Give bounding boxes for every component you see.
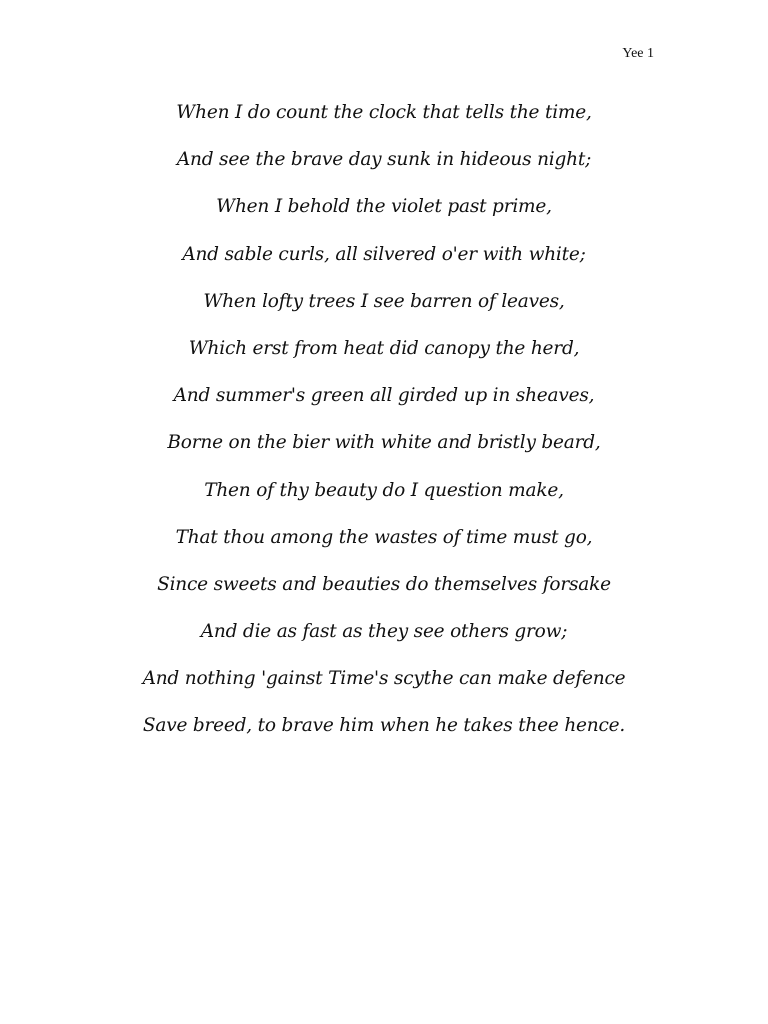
running-head-page-number: Yee 1 bbox=[622, 46, 654, 61]
poem-line: And nothing 'gainst Time's scythe can make defence bbox=[142, 668, 626, 690]
poem-line: And sable curls, all silvered o'er with white; bbox=[182, 243, 586, 265]
poem-line: Borne on the bier with white and bristly beard, bbox=[167, 432, 601, 454]
poem-line: When I behold the violet past prime, bbox=[216, 196, 552, 218]
poem-line: And die as fast as they see others grow; bbox=[200, 621, 568, 643]
poem-line: When lofty trees I see barren of leaves, bbox=[203, 290, 565, 312]
poem-line: Which erst from heat did canopy the herd, bbox=[188, 337, 580, 359]
poem-line: Save breed, to brave him when he takes thee hence. bbox=[142, 715, 626, 737]
poem-line: Then of thy beauty do I question make, bbox=[204, 479, 564, 501]
poem-line: And see the brave day sunk in hideous night; bbox=[176, 149, 592, 171]
poem-line: And summer's green all girded up in sheaves, bbox=[173, 385, 595, 407]
poem-line: When I do count the clock that tells the time, bbox=[176, 102, 592, 123]
poem-line: That thou among the wastes of time must go, bbox=[175, 526, 593, 548]
poem-line: Since sweets and beauties do themselves forsake bbox=[157, 573, 611, 595]
poem-body bbox=[0, 89, 768, 750]
